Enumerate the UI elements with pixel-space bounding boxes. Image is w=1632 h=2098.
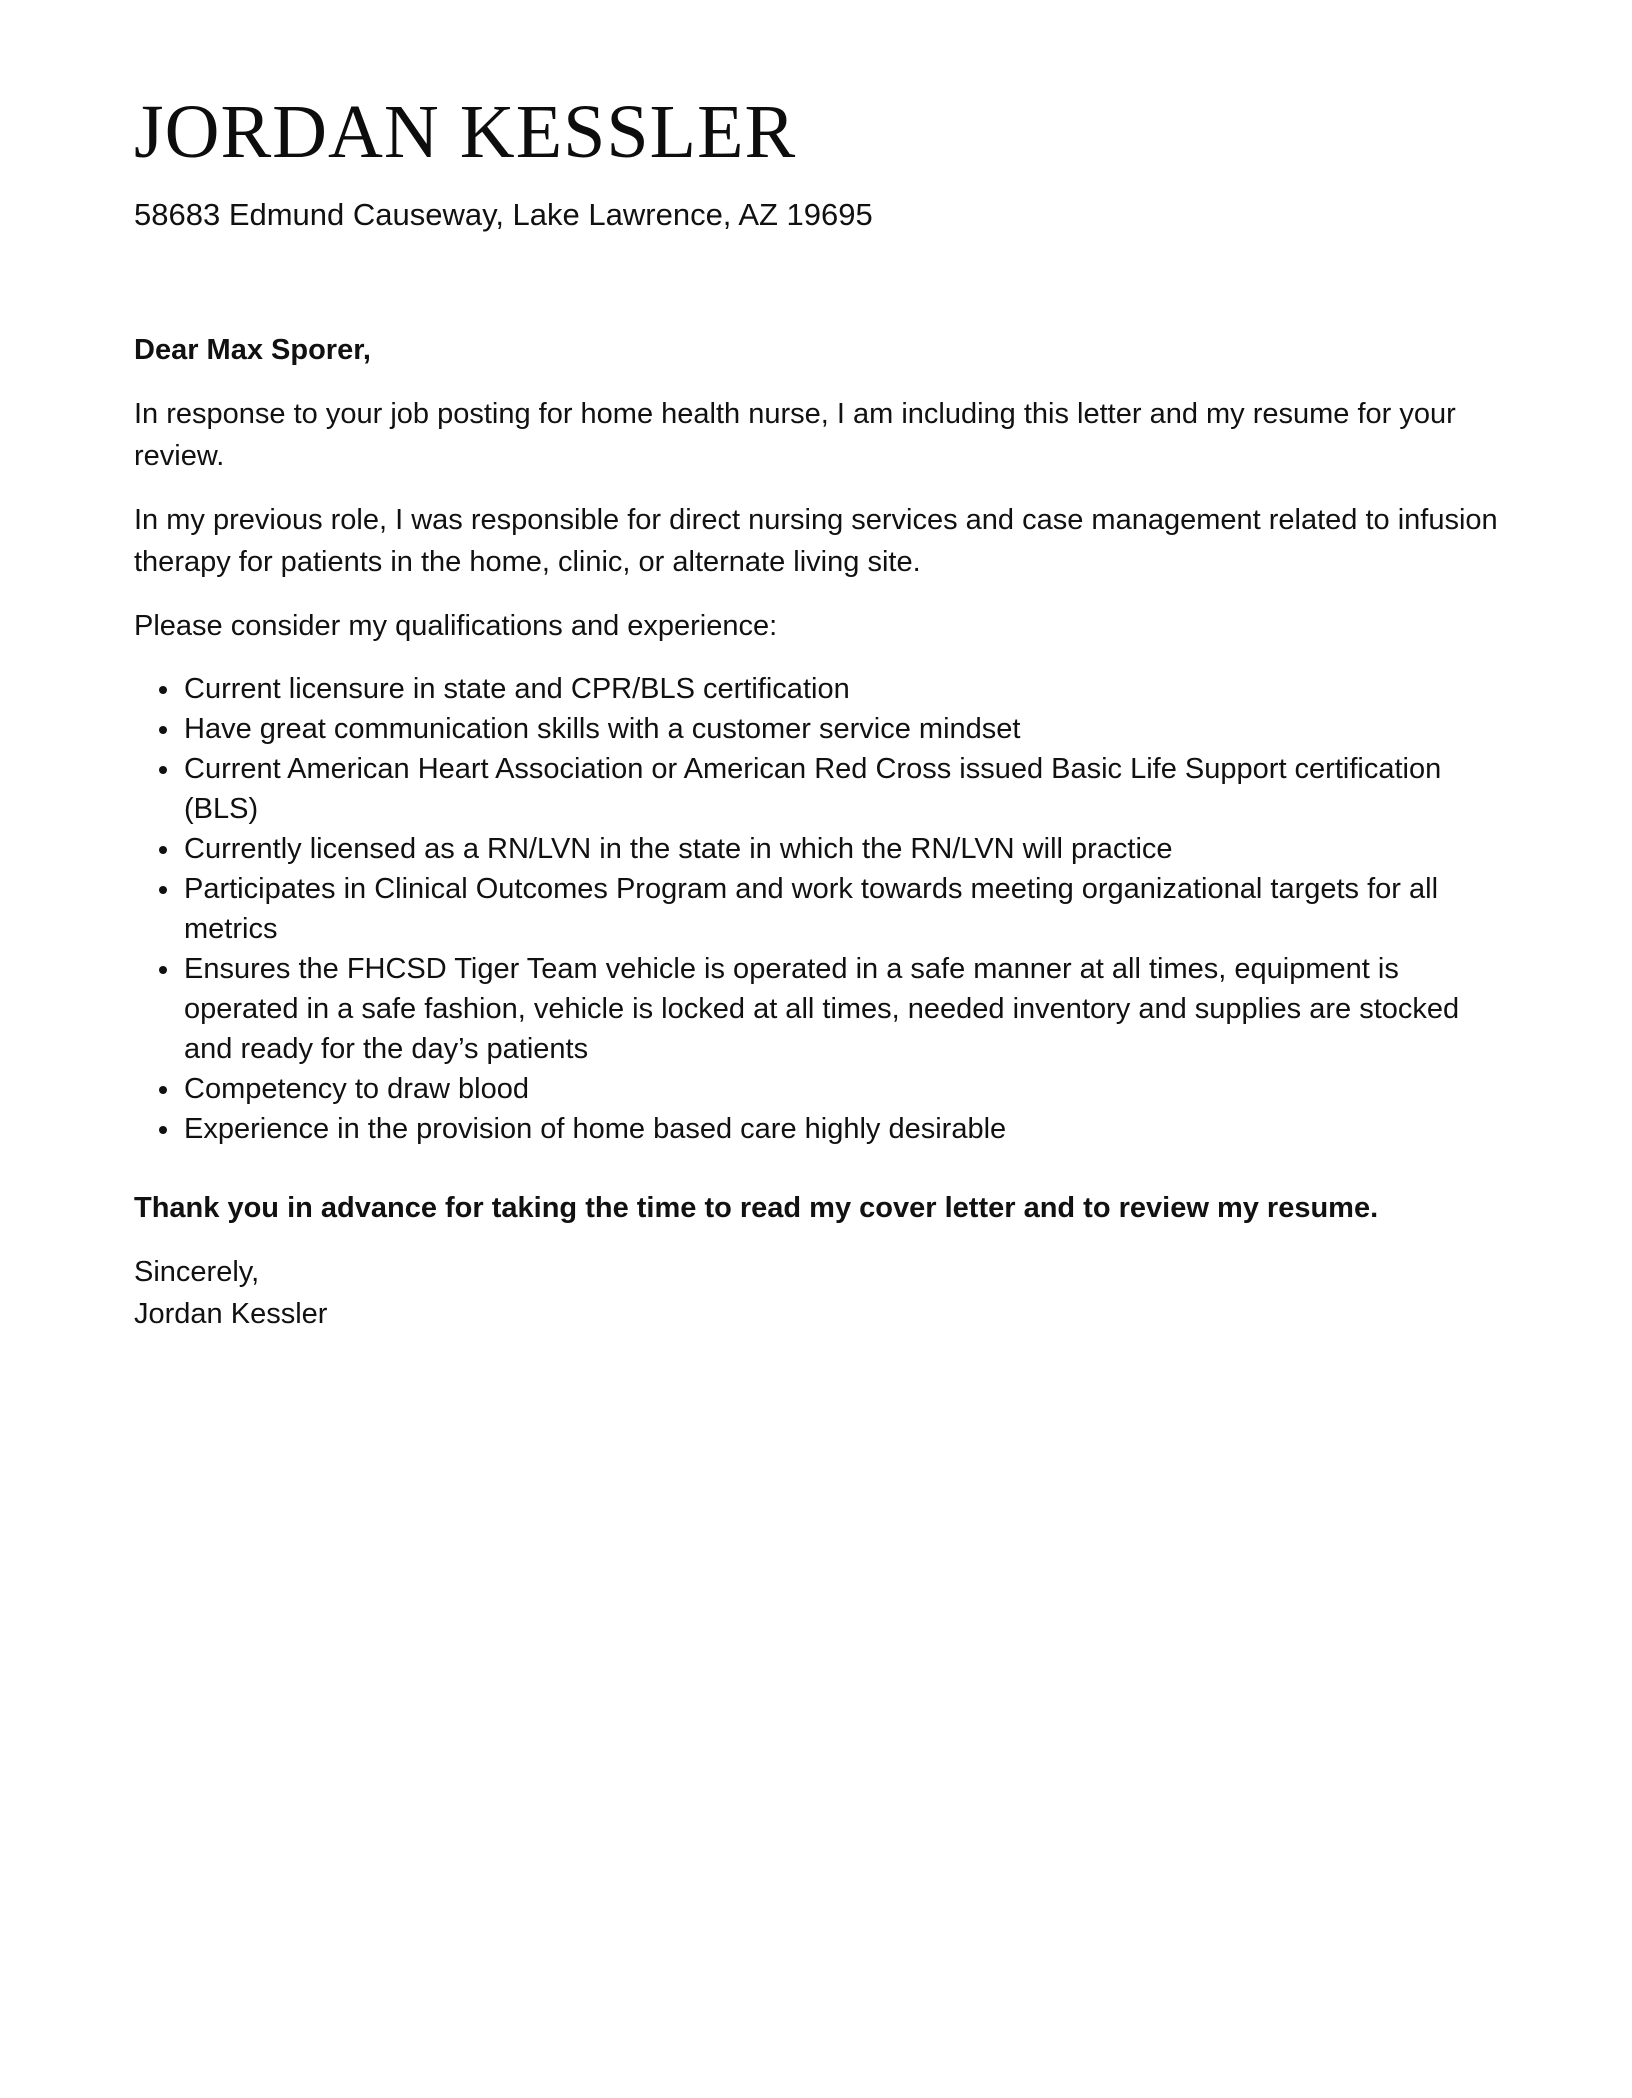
- qualification-item: • Current American Heart Association or American Red Cross issued Basic Life Support certification (BLS): [182, 749, 1514, 829]
- qualification-item: • Have great communication skills with a customer service mindset: [182, 709, 1514, 749]
- qualifications-intro: Please consider my qualifications and experience:: [134, 610, 778, 643]
- qualification-item: • Participates in Clinical Outcomes Program and work towards meeting organizational targets for all metrics: [182, 869, 1514, 949]
- qualification-item: • Current licensure in state and CPR/BLS certification: [182, 669, 1514, 709]
- applicant-name: JORDAN KESSLER: [134, 90, 797, 174]
- signature-name: Jordan Kessler: [134, 1298, 328, 1331]
- qualification-item: • Currently licensed as a RN/LVN in the state in which the RN/LVN will practice: [182, 829, 1514, 869]
- salutation: Dear Max Sporer,: [134, 334, 371, 367]
- qualifications-list: [134, 669, 1514, 1149]
- closing: Sincerely,: [134, 1256, 260, 1289]
- qualification-item: • Experience in the provision of home based care highly desirable: [182, 1109, 1514, 1149]
- qualification-item: • Ensures the FHCSD Tiger Team vehicle is operated in a safe manner at all times, equipment is operated in a safe fashion, vehicle is locked at all times, needed inventory and supplies are stocked and ready for the day’s patients: [182, 949, 1514, 1069]
- applicant-address: 58683 Edmund Causeway, Lake Lawrence, AZ 19695: [134, 197, 873, 232]
- qualification-item: • Competency to draw blood: [182, 1069, 1514, 1109]
- cover-letter-page: [134, 84, 1514, 1335]
- thank-you-line: Thank you in advance for taking the time to read my cover letter and to review my resume.: [134, 1192, 1379, 1225]
- paragraph-previous-role: In my previous role, I was responsible for direct nursing services and case management related to infusion therapy for patients in the home, clinic, or alternate living site.: [134, 504, 1498, 579]
- paragraph-job-posting: In response to your job posting for home health nurse, I am including this letter and my resume for your review.: [134, 398, 1456, 473]
